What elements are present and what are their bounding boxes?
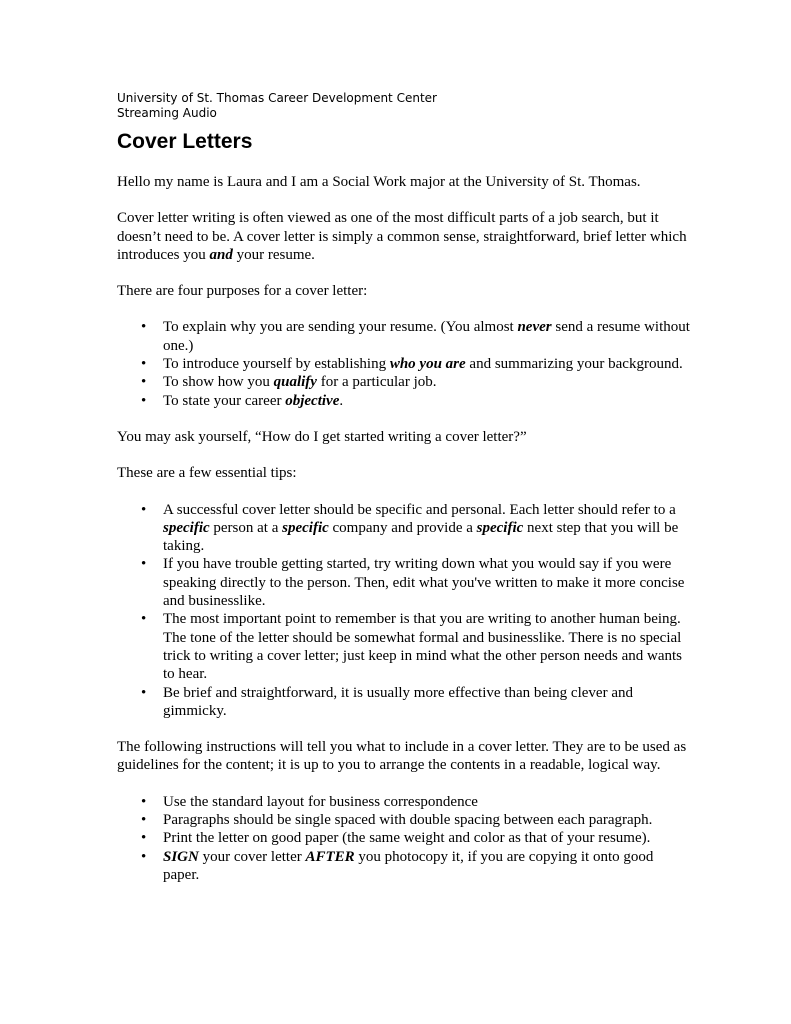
- text-span: person at a: [209, 519, 283, 536]
- instructions-paragraph: The following instructions will tell you what to include in a cover letter. They are to be used as guidelines for the content; it is up to you to arrange the contents in a readable, logical way.: [117, 739, 687, 774]
- text-span: next step that you will be taking.: [163, 519, 679, 555]
- bullet-icon: •: [141, 848, 147, 865]
- text-span: Be brief and straightforward, it is usually more effective than being clever and gimmicky.: [163, 684, 633, 719]
- list-item: [117, 848, 692, 885]
- guidelines-list: [117, 793, 692, 884]
- emphasis-and: and: [209, 246, 233, 263]
- list-item: [117, 373, 692, 391]
- emphasis-objective: objective: [285, 392, 340, 409]
- list-item: [117, 793, 692, 811]
- bullet-icon: •: [141, 812, 147, 829]
- list-item: [117, 684, 692, 721]
- emphasis-never: never: [517, 319, 552, 336]
- text-span: .: [339, 392, 344, 409]
- text-span: your cover letter: [198, 848, 306, 865]
- emphasis-after: AFTER: [305, 848, 355, 865]
- text-span: company and provide a: [328, 519, 477, 536]
- bullet-icon: •: [141, 374, 147, 391]
- purposes-intro: There are four purposes for a cover letter:: [117, 283, 368, 300]
- emphasis-qualify: qualify: [273, 374, 317, 391]
- bullet-icon: •: [141, 319, 147, 336]
- text-span: The most important point to remember is that you are writing to another human being. The tone of the letter should be somewhat formal and businesslike. There is no special trick to writing a cover letter; just keep in mind what the other person needs and wants to hear.: [163, 611, 683, 683]
- list-item: [117, 318, 692, 355]
- text-span: To show how you: [163, 374, 274, 391]
- header-subtitle: Streaming Audio: [117, 106, 217, 120]
- list-item: [117, 392, 692, 410]
- bullet-icon: •: [141, 684, 147, 701]
- list-item: [117, 501, 692, 556]
- text-span: your resume.: [232, 246, 315, 263]
- bullet-icon: •: [141, 501, 147, 518]
- list-item: [117, 555, 692, 610]
- emphasis-specific: specific: [476, 519, 524, 536]
- emphasis-sign: SIGN: [163, 848, 199, 865]
- text-span: send a resume without one.): [163, 319, 690, 354]
- bullet-icon: •: [141, 556, 147, 573]
- list-item: [117, 829, 692, 847]
- text-span: To explain why you are sending your resume. (You almost: [163, 319, 518, 336]
- document-page: [117, 91, 692, 884]
- emphasis-specific: specific: [282, 519, 329, 536]
- text-span: Print the letter on good paper (the same weight and color as that of your resume).: [163, 830, 651, 847]
- cover-letter-paragraph: [117, 209, 692, 264]
- purposes-list: [117, 318, 692, 409]
- text-span: you photocopy it, if you are copying it onto good paper.: [163, 848, 654, 883]
- bullet-icon: •: [141, 793, 147, 810]
- text-span: If you have trouble getting started, try writing down what you would say if you were speaking directly to the person. Then, edit what you've written to make it more concise and businesslike.: [163, 556, 685, 610]
- text-span: and summarizing your background.: [465, 356, 683, 373]
- list-item: [117, 355, 692, 373]
- bullet-icon: •: [141, 356, 147, 373]
- text-span: for a particular job.: [316, 374, 437, 391]
- text-span: Paragraphs should be single spaced with double spacing between each paragraph.: [163, 812, 653, 829]
- list-item: [117, 610, 692, 683]
- bullet-icon: •: [141, 392, 147, 409]
- text-span: Use the standard layout for business correspondence: [163, 793, 478, 810]
- header-organization: University of St. Thomas Career Development Center: [117, 91, 437, 105]
- tips-list: [117, 501, 692, 721]
- tips-intro: These are a few essential tips:: [117, 465, 297, 482]
- emphasis-specific: specific: [163, 519, 210, 536]
- emphasis-who-you-are: who you are: [389, 356, 466, 373]
- text-span: Cover letter writing is often viewed as one of the most difficult parts of a job search, but it doesn’t need to be. A cover letter is simply a common sense, straightforward, brief letter which introduces you: [117, 210, 687, 263]
- text-span: To introduce yourself by establishing: [163, 356, 390, 373]
- intro-paragraph: Hello my name is Laura and I am a Social Work major at the University of St. Thomas.: [117, 174, 641, 190]
- question-paragraph: You may ask yourself, “How do I get started writing a cover letter?”: [117, 428, 527, 445]
- text-span: A successful cover letter should be specific and personal. Each letter should refer to a: [163, 501, 676, 518]
- list-item: [117, 811, 692, 829]
- text-span: To state your career: [163, 392, 286, 409]
- bullet-icon: •: [141, 830, 147, 847]
- bullet-icon: •: [141, 611, 147, 628]
- page-title: Cover Letters: [117, 130, 253, 153]
